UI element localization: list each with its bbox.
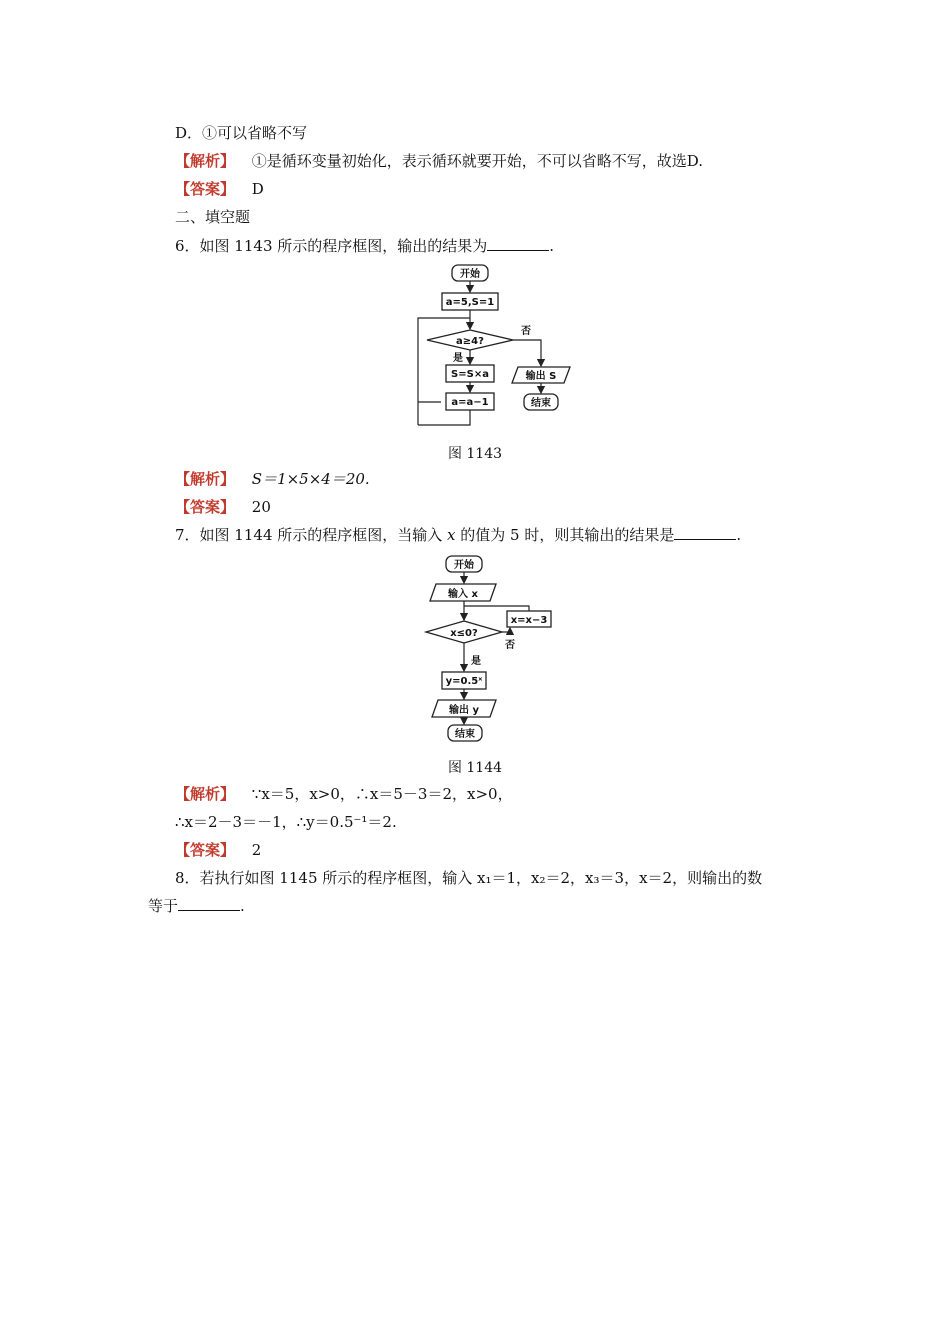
q8-question-1: 8．若执行如图 1145 所示的程序框图，输入 x₁＝1，x₂＝2，x₃＝3，x＝2，则输出的数: [175, 869, 763, 887]
flowchart-1144: [0, 552, 950, 742]
output-label: 输出 y: [449, 705, 479, 716]
q7-question-text-b: 的值为 5 时，则其输出的结果是: [455, 526, 675, 544]
q7-analysis-1: [175, 784, 513, 804]
flowchart-1143: [0, 262, 950, 432]
multiply-label: S=S×a: [451, 369, 489, 380]
no-label: 否: [505, 640, 515, 651]
start-label: 开始: [454, 560, 474, 571]
yes-label: 是: [471, 656, 481, 667]
q5-analysis: [175, 151, 703, 171]
end-label: 结束: [455, 729, 475, 740]
start-label: 开始: [460, 269, 480, 280]
analysis-label: 【解析】: [175, 152, 236, 170]
figure-caption-1143: 图 1143: [447, 446, 503, 462]
answer-label: 【答案】: [175, 180, 236, 198]
yes-label: 是: [453, 353, 463, 364]
q6-analysis: [175, 469, 370, 489]
q7-analysis-text-1: ∵x＝5，x>0，∴x＝5－3＝2，x>0，: [251, 785, 513, 803]
answer-blank: [178, 896, 240, 911]
init-label: a=5,S=1: [445, 297, 495, 308]
no-label: 否: [521, 326, 531, 337]
q7-question-text-a: 7．如图 1144 所示的程序框图，当输入: [175, 526, 448, 544]
q6-answer-text: 20: [251, 498, 271, 516]
end-label: 结束: [531, 398, 551, 409]
answer-label: 【答案】: [175, 498, 236, 516]
q7-question: [175, 525, 741, 545]
analysis-label: 【解析】: [175, 470, 236, 488]
calc-label: y=0.5ˣ: [445, 676, 483, 687]
q6-question: [175, 236, 554, 256]
option-d: D．①可以省略不写: [175, 124, 308, 142]
section-title: 二、填空题: [175, 208, 251, 226]
output-label: 输出 S: [525, 371, 557, 382]
q5-answer: [175, 179, 264, 199]
q5-analysis-text: ①是循环变量初始化，表示循环就要开始，不可以省略不写，故选D.: [251, 152, 704, 170]
q6-analysis-text: S＝1×5×4＝20.: [251, 470, 370, 488]
q8-question-text-2: 等于: [148, 897, 179, 915]
update-label: x=x−3: [510, 615, 548, 626]
q7-variable: x: [447, 526, 456, 544]
q5-answer-text: D: [251, 180, 264, 198]
figure-caption-1144: 图 1144: [447, 760, 503, 776]
q7-analysis-2: ∴x＝2－3＝－1，∴y＝0.5⁻¹＝2.: [175, 813, 397, 831]
period: .: [240, 897, 245, 915]
q6-question-text: 6．如图 1143 所示的程序框图，输出的结果为: [175, 237, 488, 255]
analysis-label: 【解析】: [175, 785, 236, 803]
input-label: 输入 x: [448, 589, 478, 600]
answer-blank: [674, 525, 736, 540]
period: .: [736, 526, 742, 544]
q7-answer: [175, 840, 261, 860]
answer-label: 【答案】: [175, 841, 236, 859]
answer-blank: [487, 236, 549, 251]
q7-answer-text: 2: [251, 841, 262, 859]
period: .: [549, 237, 555, 255]
condition-label: x≤0?: [450, 628, 478, 639]
condition-label: a≥4?: [456, 336, 484, 347]
q8-question-2: [148, 896, 245, 916]
decrement-label: a=a−1: [451, 397, 489, 408]
q6-answer: [175, 497, 271, 517]
